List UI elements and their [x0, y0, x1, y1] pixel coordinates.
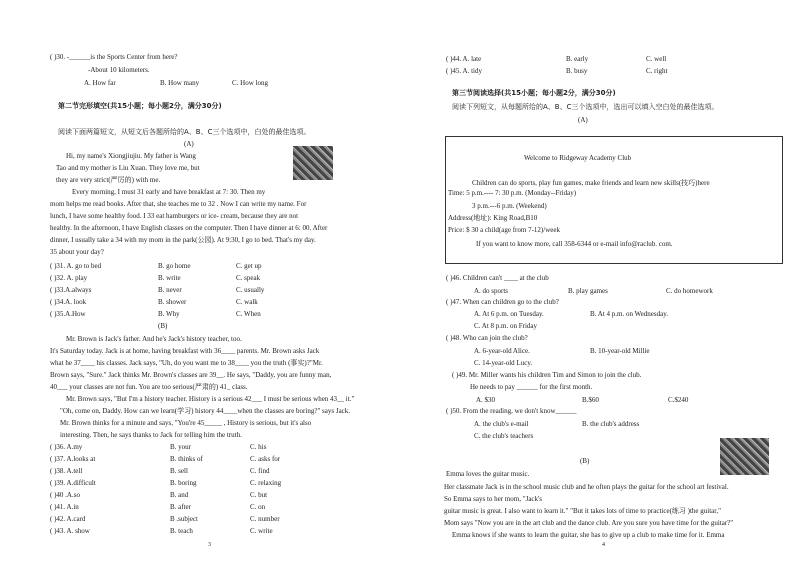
passage-a-line: mom helps me read books. After that, she teaches me to 32 . Now I can write my name. For — [50, 200, 307, 208]
q30-option-b: B. How many — [160, 79, 200, 87]
question-49-option-b: B.$60 — [582, 396, 599, 404]
passage-a-line: Tao and my mother is Liu Xuan. They love me, but — [56, 164, 200, 172]
question-40-option-c: C. but — [250, 491, 268, 499]
question-34-option-b: B. shower — [158, 298, 187, 306]
page-number-right: 4 — [602, 542, 605, 548]
emma-passage-line: Her classmate Jack is in the school music club and he often plays the guitar for the school art festival. — [444, 483, 729, 491]
question-50-option-a: A. the club's e-mail — [474, 420, 529, 428]
emma-passage-line: Mom says "Now you are in the art club and the dance club. Are you sure you have time for the guitar?" — [444, 519, 734, 527]
question-48-option-a: A. 6-year-old Alice. — [474, 347, 530, 355]
passage-photo — [293, 146, 333, 180]
question-37: ( )37. A.looks at — [50, 455, 96, 463]
passage-a-line: 35 about your day? — [50, 248, 104, 256]
question-49-option-a: A. $30 — [476, 396, 496, 404]
question-47: ( )47. When can children go to the club? — [446, 298, 559, 306]
question-40-option-b: B. and — [170, 491, 189, 499]
question-38-option-c: C. find — [250, 467, 270, 475]
passage-a-line: they are very strict(严厉的) with me. — [56, 176, 161, 184]
question-50-option-b: B. the club's address — [582, 420, 640, 428]
passage-b-label-right: (B) — [580, 457, 590, 465]
question-45: ( )45. A. tidy — [446, 67, 482, 75]
question-42: ( )42. A.card — [50, 515, 86, 523]
question-31-option-c: C. get up — [236, 262, 262, 270]
question-49: ( )49. Mr. Miller wants his children Tim and Simon to join the club. — [452, 371, 642, 379]
question-39: ( )39. A.difficult — [50, 479, 96, 487]
q30-reply: -About 10 kilometers. — [88, 66, 150, 74]
question-43-option-b: B. teach — [170, 527, 193, 535]
passage-b-line: Mr. Brown is Jack's father. And he's Jack's history teacher, too. — [66, 335, 242, 343]
passage-a-line: dinner, I usually take a 34 with my mom in the park(公园). At 9:30, I go to bed. That's my day. — [50, 236, 316, 244]
question-44-option-c: C. well — [646, 55, 667, 63]
passage-a-line: Every morning, I must 31 early and have breakfast at 7: 30. Then my — [72, 188, 266, 196]
question-37-option-c: C. asks for — [250, 455, 281, 463]
question-34: ( )34.A. look — [50, 298, 87, 306]
question-32-option-b: B. write — [158, 274, 181, 282]
passage-b-line: Brown says, "Sure." Jack thinks Mr. Brown's classes are 39__. He says, "Daddy, you are funny man, — [50, 371, 332, 379]
passage-b-line: It's Saturday today. Jack is at home, having breakfast with 36____ parents. Mr. Brown asks Jack — [50, 347, 320, 355]
question-47-option-b: B. At 4 p.m. on Wednesday. — [590, 310, 668, 318]
question-35-option-b: B. Why — [158, 310, 180, 318]
advert-title: Welcome to Ridgeway Academy Club — [524, 154, 632, 162]
question-45-option-b: B. busy — [566, 67, 588, 75]
section2-title: 第二节完形填空(共15小题；每小题2分，满分30分) — [58, 102, 222, 110]
advert-price: Price: $ 30 a child(age from 7-12)/week — [448, 226, 560, 234]
question-33-option-b: B. never — [158, 286, 182, 294]
question-41-option-b: B. after — [170, 503, 191, 511]
passage-a-label: (A) — [184, 140, 194, 148]
question-36-option-c: C. his — [250, 443, 267, 451]
question-41-option-c: C. on — [250, 503, 266, 511]
question-35-option-c: C. When — [236, 310, 261, 318]
question-44: ( )44. A. late — [446, 55, 482, 63]
question-49-option-c: C.$240 — [668, 396, 689, 404]
question-38-option-b: B. sell — [170, 467, 188, 475]
question-49-sub: He needs to pay ______ for the first month. — [470, 383, 593, 391]
passage-a-line: lunch, I have some healthy food. I 33 eat hamburgers or ice- cream, because they are not — [50, 212, 299, 220]
passage-a-line: healthy. In the afternoon, I have English classes on the computer. Then I have dinner at 6: 00. After — [50, 224, 328, 232]
passage-a-label-right: (A) — [578, 116, 588, 124]
question-36: ( )36. A.my — [50, 443, 83, 451]
question-31: ( )31. A. go to bed — [50, 262, 102, 270]
passage-b-line: "Oh, come on, Daddy. How can we learn(学习) history 44____when the classes are boring?" says Jack. — [60, 407, 351, 415]
question-35: ( )35.A.How — [50, 310, 86, 318]
question-33-option-c: C. usually — [236, 286, 265, 294]
passage-b-line: Mr. Brown says, "But I'm a history teacher. History is a serious 42___ I must be serious when 43__ it." — [66, 395, 355, 403]
question-48: ( )48. Who can join the club? — [446, 334, 528, 342]
question-42-option-b: B .subject — [170, 515, 198, 523]
question-46-option-c: C. do homework — [666, 287, 713, 295]
q30-stem: ( )30. -______is the Sports Center from here? — [50, 53, 178, 61]
question-34-option-c: C. walk — [236, 298, 258, 306]
page-number-left: 3 — [208, 542, 211, 548]
question-50: ( )50. From the reading, we don't know______ — [446, 407, 577, 415]
question-46-option-b: B. play games — [568, 287, 608, 295]
question-45-option-c: C. right — [646, 67, 668, 75]
q30-option-a: A. How far — [84, 79, 116, 87]
question-46: ( )46. Children can't ____ at the club — [446, 274, 549, 282]
emma-passage-line: Emma knows if she wants to learn the guitar, she has to give up a club to make time for it. Emma — [452, 531, 725, 539]
question-33: ( )33.A.always — [50, 286, 92, 294]
question-39-option-b: B. boring — [170, 479, 197, 487]
passage-b-line: 40___ your classes are not fun. You are too serious(严肃的) 41_ class. — [50, 383, 248, 391]
question-39-option-c: C. relaxing — [250, 479, 282, 487]
emma-passage-line: guitar music is great. I also want to learn it." "But it takes lots of time to practice(练习 )the guitar," — [444, 507, 721, 515]
question-40: ( )40 .A.so — [50, 491, 80, 499]
section3-title: 第三节阅读选择(共15小题；每小题2分，满分30分) — [452, 89, 616, 97]
advert-contact: If you want to know more, call 358-6344 or e-mail info@raclub. com. — [476, 240, 673, 248]
question-31-option-b: B. go home — [158, 262, 191, 270]
passage-a-line: Hi, my name's Xiongjiujiu. My father is Wang — [66, 152, 196, 160]
question-47-option-c: C. At 8 p.m. on Friday — [474, 322, 538, 330]
question-32-option-c: C. speak — [236, 274, 261, 282]
passage-b-line: what he 37____ his classes. Jack says, "Uh, do you want me to 38____ you the truth (事实)?"Mr. — [50, 359, 323, 367]
advert-time-weekend: 3 p.m.---6 p.m. (Weekend) — [472, 202, 547, 210]
passage-b-line: interesting. Then, he says thanks to Jack for telling him the truth. — [60, 431, 242, 439]
advert-address: Address(地址): King Road,B10 — [448, 214, 538, 222]
guitar-photo — [720, 438, 769, 475]
question-32: ( )32. A. play — [50, 274, 88, 282]
section3-instruction: 阅读下列短文，从每题所给的A、B、C三个选项中，选出可以填入空白处的最佳选项。 — [452, 103, 719, 111]
question-44-option-b: B. early — [566, 55, 589, 63]
advert-time-weekday: Time: 5 p.m.---- 7: 30 p.m. (Monday--Friday) — [448, 189, 577, 197]
question-47-option-a: A. At 6 p.m. on Tuesday. — [474, 310, 544, 318]
question-36-option-b: B. your — [170, 443, 191, 451]
question-50-option-c: C. the club's teachers — [474, 432, 534, 440]
question-37-option-b: B. thinks of — [170, 455, 203, 463]
passage-b-label: (B) — [158, 322, 168, 330]
q30-option-c: C. How long — [232, 79, 268, 87]
question-48-option-c: C. 14-year-old Lucy. — [474, 359, 533, 367]
section2-instruction: 阅读下面两篇短文，从短文后各题所给的A、B、C三个选项中，白处的最佳选项。 — [58, 128, 311, 136]
question-43: ( )43. A. show — [50, 527, 90, 535]
passage-b-line: Mr. Brown thinks for a minute and says, "You're 45_____ , History is serious, but it's also — [60, 419, 312, 427]
question-41: ( )41. A.in — [50, 503, 79, 511]
question-38: ( )38. A.tell — [50, 467, 83, 475]
emma-passage-line: Emma loves the guitar music. — [446, 470, 530, 478]
question-43-option-c: C. write — [250, 527, 273, 535]
emma-passage-line: So Emma says to her mom, "Jack's — [444, 495, 543, 503]
advert-intro: Children can do sports, play fun games, make friends and learn new skills(技巧)here — [472, 179, 710, 187]
question-46-option-a: A. do sports — [474, 287, 509, 295]
question-48-option-b: B. 10-year-old Millie — [590, 347, 650, 355]
question-42-option-c: C. number — [250, 515, 280, 523]
